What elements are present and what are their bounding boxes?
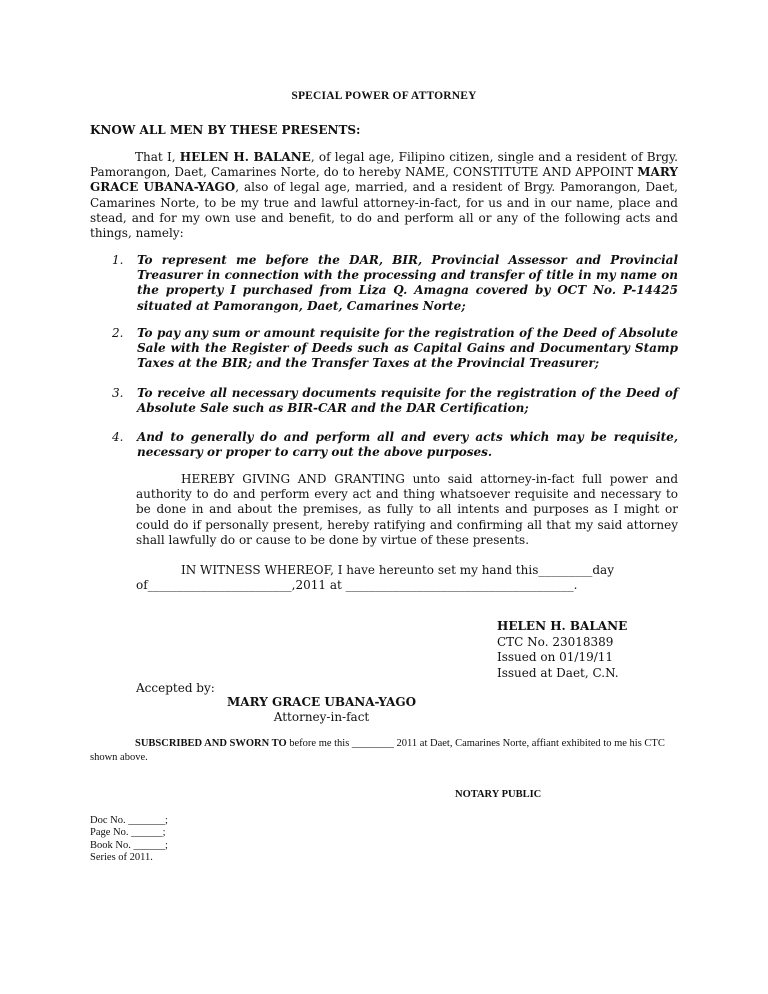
list-item-text: And to generally do and perform all and every acts which may be requisite, necessary or proper to carry out the above purposes. <box>137 430 678 460</box>
notary-public-label: NOTARY PUBLIC <box>455 789 542 800</box>
signature-block <box>497 619 627 681</box>
witness-line-1: IN WITNESS WHEREOF, I have hereunto set my hand this_________day <box>181 563 614 577</box>
salutation: KNOW ALL MEN BY THESE PRESENTS: <box>90 123 361 137</box>
series: Series of 2011. <box>90 852 153 864</box>
document-title: SPECIAL POWER OF ATTORNEY <box>291 90 477 102</box>
doc-references <box>90 815 168 865</box>
witness-line-2: of________________________,2011 at ______________________________________. <box>136 578 578 593</box>
attorney-block-role: Attorney-in-fact <box>273 710 370 725</box>
list-item-text: To receive all necessary documents requisite for the registration of the Deed of Absolute Sale such as BIR-CAR and the DAR Certification; <box>137 386 678 416</box>
principal-name: HELEN H. BALANE <box>179 150 311 164</box>
list-item-number: 3. <box>112 386 124 400</box>
accepted-by-label: Accepted by: <box>136 681 215 695</box>
opening-middle: , of legal age, Filipino citizen, single and a resident of Brgy. Pamorangon, Daet, Camarines Norte, do to hereby NAME, CONSTITUTE AND APPOINT <box>90 150 678 180</box>
signatory-issued-on: Issued on 01/19/11 <box>497 650 614 665</box>
list-item-number: 2. <box>112 326 124 340</box>
doc-no: Doc No. _______; <box>90 815 168 826</box>
opening-prefix: That I, <box>135 150 180 164</box>
book-no: Book No. ______; <box>90 839 168 851</box>
attorney-block-name: MARY GRACE UBANA-YAGO <box>227 695 417 709</box>
jurat <box>90 737 678 765</box>
list-item-number: 1. <box>112 253 124 267</box>
opening-suffix: , also of legal age, married, and a resident of Brgy. Pamorangon, Daet, Camarines Norte, to be my true and lawful attorney-in-fact, for us and in our name, place and stead, and for my own use and benefit, to do and perform all or any of the following acts and things, namely: <box>90 180 678 241</box>
signatory-name: HELEN H. BALANE <box>497 619 628 633</box>
list-item-number: 4. <box>112 430 124 444</box>
attorney-block <box>227 695 416 725</box>
jurat-text: before me this ________ 2011 at Daet, Camarines Norte, affiant exhibited to me his CTC shown above. <box>90 738 665 763</box>
list-item-text: To represent me before the DAR, BIR, Provincial Assessor and Provincial Treasurer in connection with the processing and transfer of title in my name on the property I purchased from Liza Q. Amagna covered by OCT No. P-14425 situated at Pamorangon, Daet, Camarines Norte; <box>137 253 678 313</box>
attorney-name: MARY GRACE UBANA-YAGO <box>90 165 678 195</box>
list-item-text: To pay any sum or amount requisite for the registration of the Deed of Absolute Sale with the Register of Deeds such as Capital Gains and Documentary Stamp Taxes at the BIR; and the Transfer Taxes at the Provincial Treasurer; <box>137 326 678 371</box>
jurat-bold: SUBSCRIBED AND SWORN TO <box>135 738 287 749</box>
signatory-issued-at: Issued at Daet, C.N. <box>497 665 619 680</box>
signatory-ctc: CTC No. 23018389 <box>497 634 614 649</box>
witness-clause <box>136 563 678 593</box>
page-no: Page No. ______; <box>90 827 166 839</box>
granting-paragraph: HEREBY GIVING AND GRANTING unto said attorney-in-fact full power and authority to do and perform every act and thing whatsoever requisite and necessary to be done in and about the premises, as fully to all intents and purposes as I might or could do if personally present, hereby ratifying and confirming all that my said attorney shall lawfully do or cause to be done by virtue of these presents. <box>136 472 678 547</box>
